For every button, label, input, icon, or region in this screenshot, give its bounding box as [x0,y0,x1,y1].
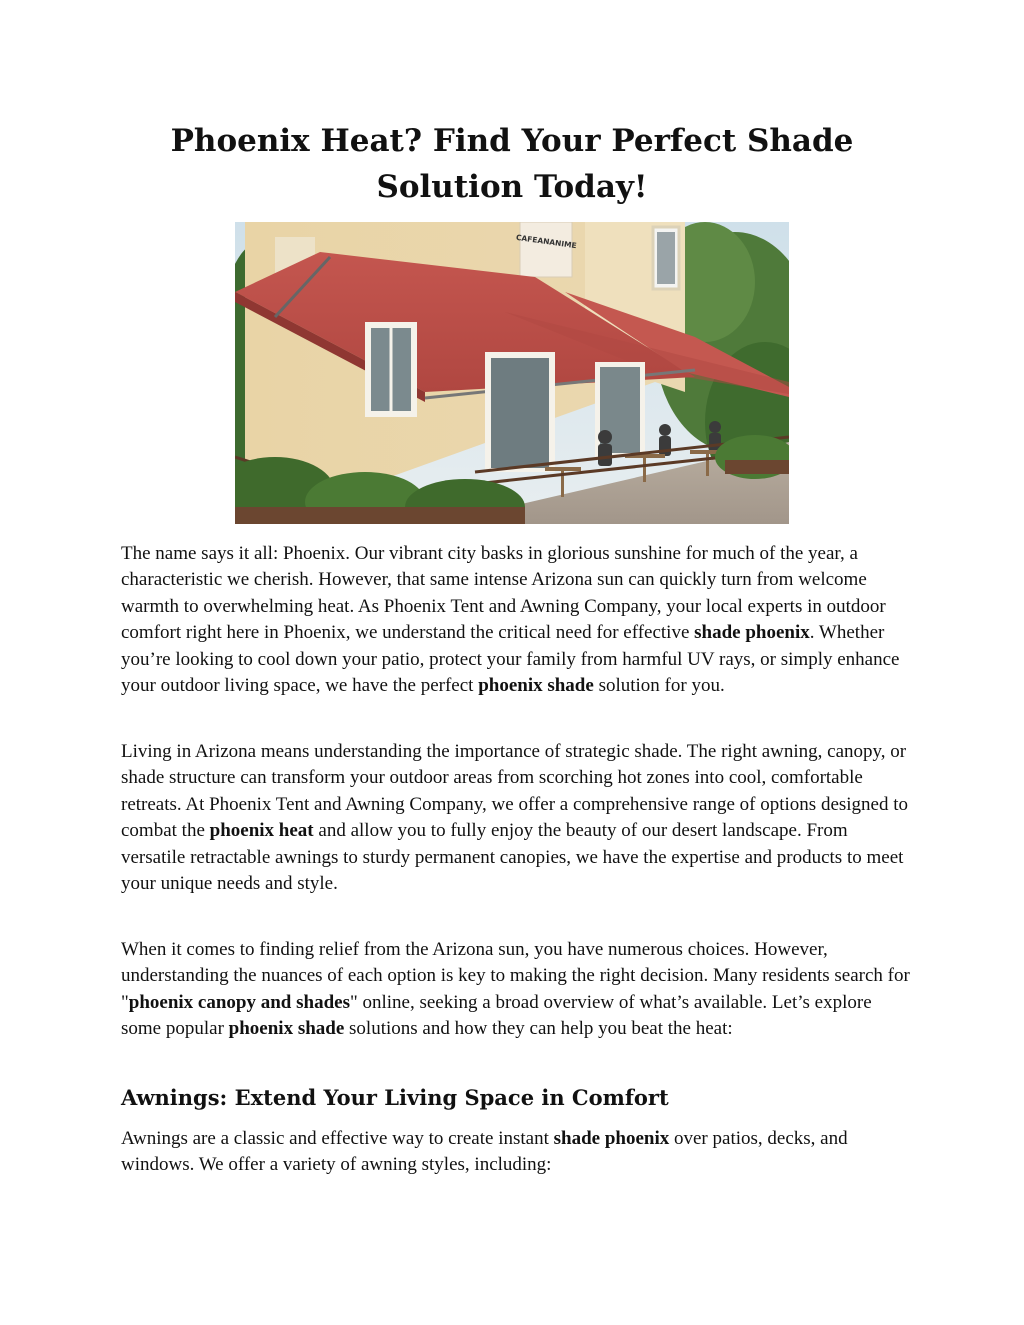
hero-image-cafe-awning [235,222,789,524]
paragraph-3-text-d: solutions and how they can help you beat the heat: [344,1018,733,1040]
awnings-paragraph [121,1126,911,1179]
paragraph-2-text-a: Living in Arizona means understanding the importance of strategic shade. The right awning, canopy, or shade structure can transform your outdoor areas from scorching hot zones into cool, comfortable retreats. At Phoenix Tent and Awning Company, we offer a comprehensive range of options designed to combat the [121,741,909,842]
paragraph-4-text-a: Awnings are a classic and effective way to create instant [121,1128,554,1149]
title-line-1: Phoenix Heat? Find Your Perfect Shade [170,123,854,159]
keyword-phoenix-heat: phoenix heat [209,820,314,842]
paragraph-2-text-c: and allow you to fully enjoy the beauty of our desert landscape. From versatile retractable awnings to sturdy permanent canopies, we have the expertise and products to meet your unique needs and style. [121,820,904,895]
cafe-sign-text: CAFEANANIME [515,232,578,251]
arizona-shade-paragraph [121,739,911,897]
keyword-phoenix-shade-2: phoenix shade [228,1018,345,1040]
choices-paragraph [121,937,911,1043]
keyword-phoenix-shade: phoenix shade [478,675,594,697]
paragraph-1-text-a: The name says it all: Phoenix. Our vibrant city basks in glorious sunshine for much of the year, a characteristic we cherish. However, that same intense Arizona sun can quickly turn from welcome warmth to overwhelming heat. As Phoenix Tent and Awning Company, your local experts in outdoor comfort right here in Phoenix, we understand the critical need for effective [121,543,886,644]
paragraph-4-text-c: over patios, decks, and windows. We offer a variety of awning styles, including: [121,1128,848,1176]
title-line-2: Solution Today! [376,169,648,205]
section-heading-awnings: Awnings: Extend Your Living Space in Comfort [121,1085,669,1110]
intro-paragraph [121,541,911,699]
paragraph-3-text-a: When it comes to finding relief from the Arizona sun, you have numerous choices. However, understanding the nuances of each option is key to making the right decision. Many residents search for " [121,939,910,1013]
paragraph-1-text-c: . Whether you’re looking to cool down your patio, protect your family from harmful UV rays, or simply enhance your outdoor living space, we have the perfect [121,622,900,697]
keyword-shade-phoenix: shade phoenix [694,622,810,644]
paragraph-1-text-d: solution for you. [593,675,725,697]
paragraph-3-text-c: " online, seeking a broad overview of what’s available. Let’s explore some popular [121,991,872,1040]
keyword-phoenix-canopy-and-shades: phoenix canopy and shades [128,991,350,1013]
keyword-shade-phoenix-2: shade phoenix [553,1128,670,1149]
page-title [120,118,904,210]
